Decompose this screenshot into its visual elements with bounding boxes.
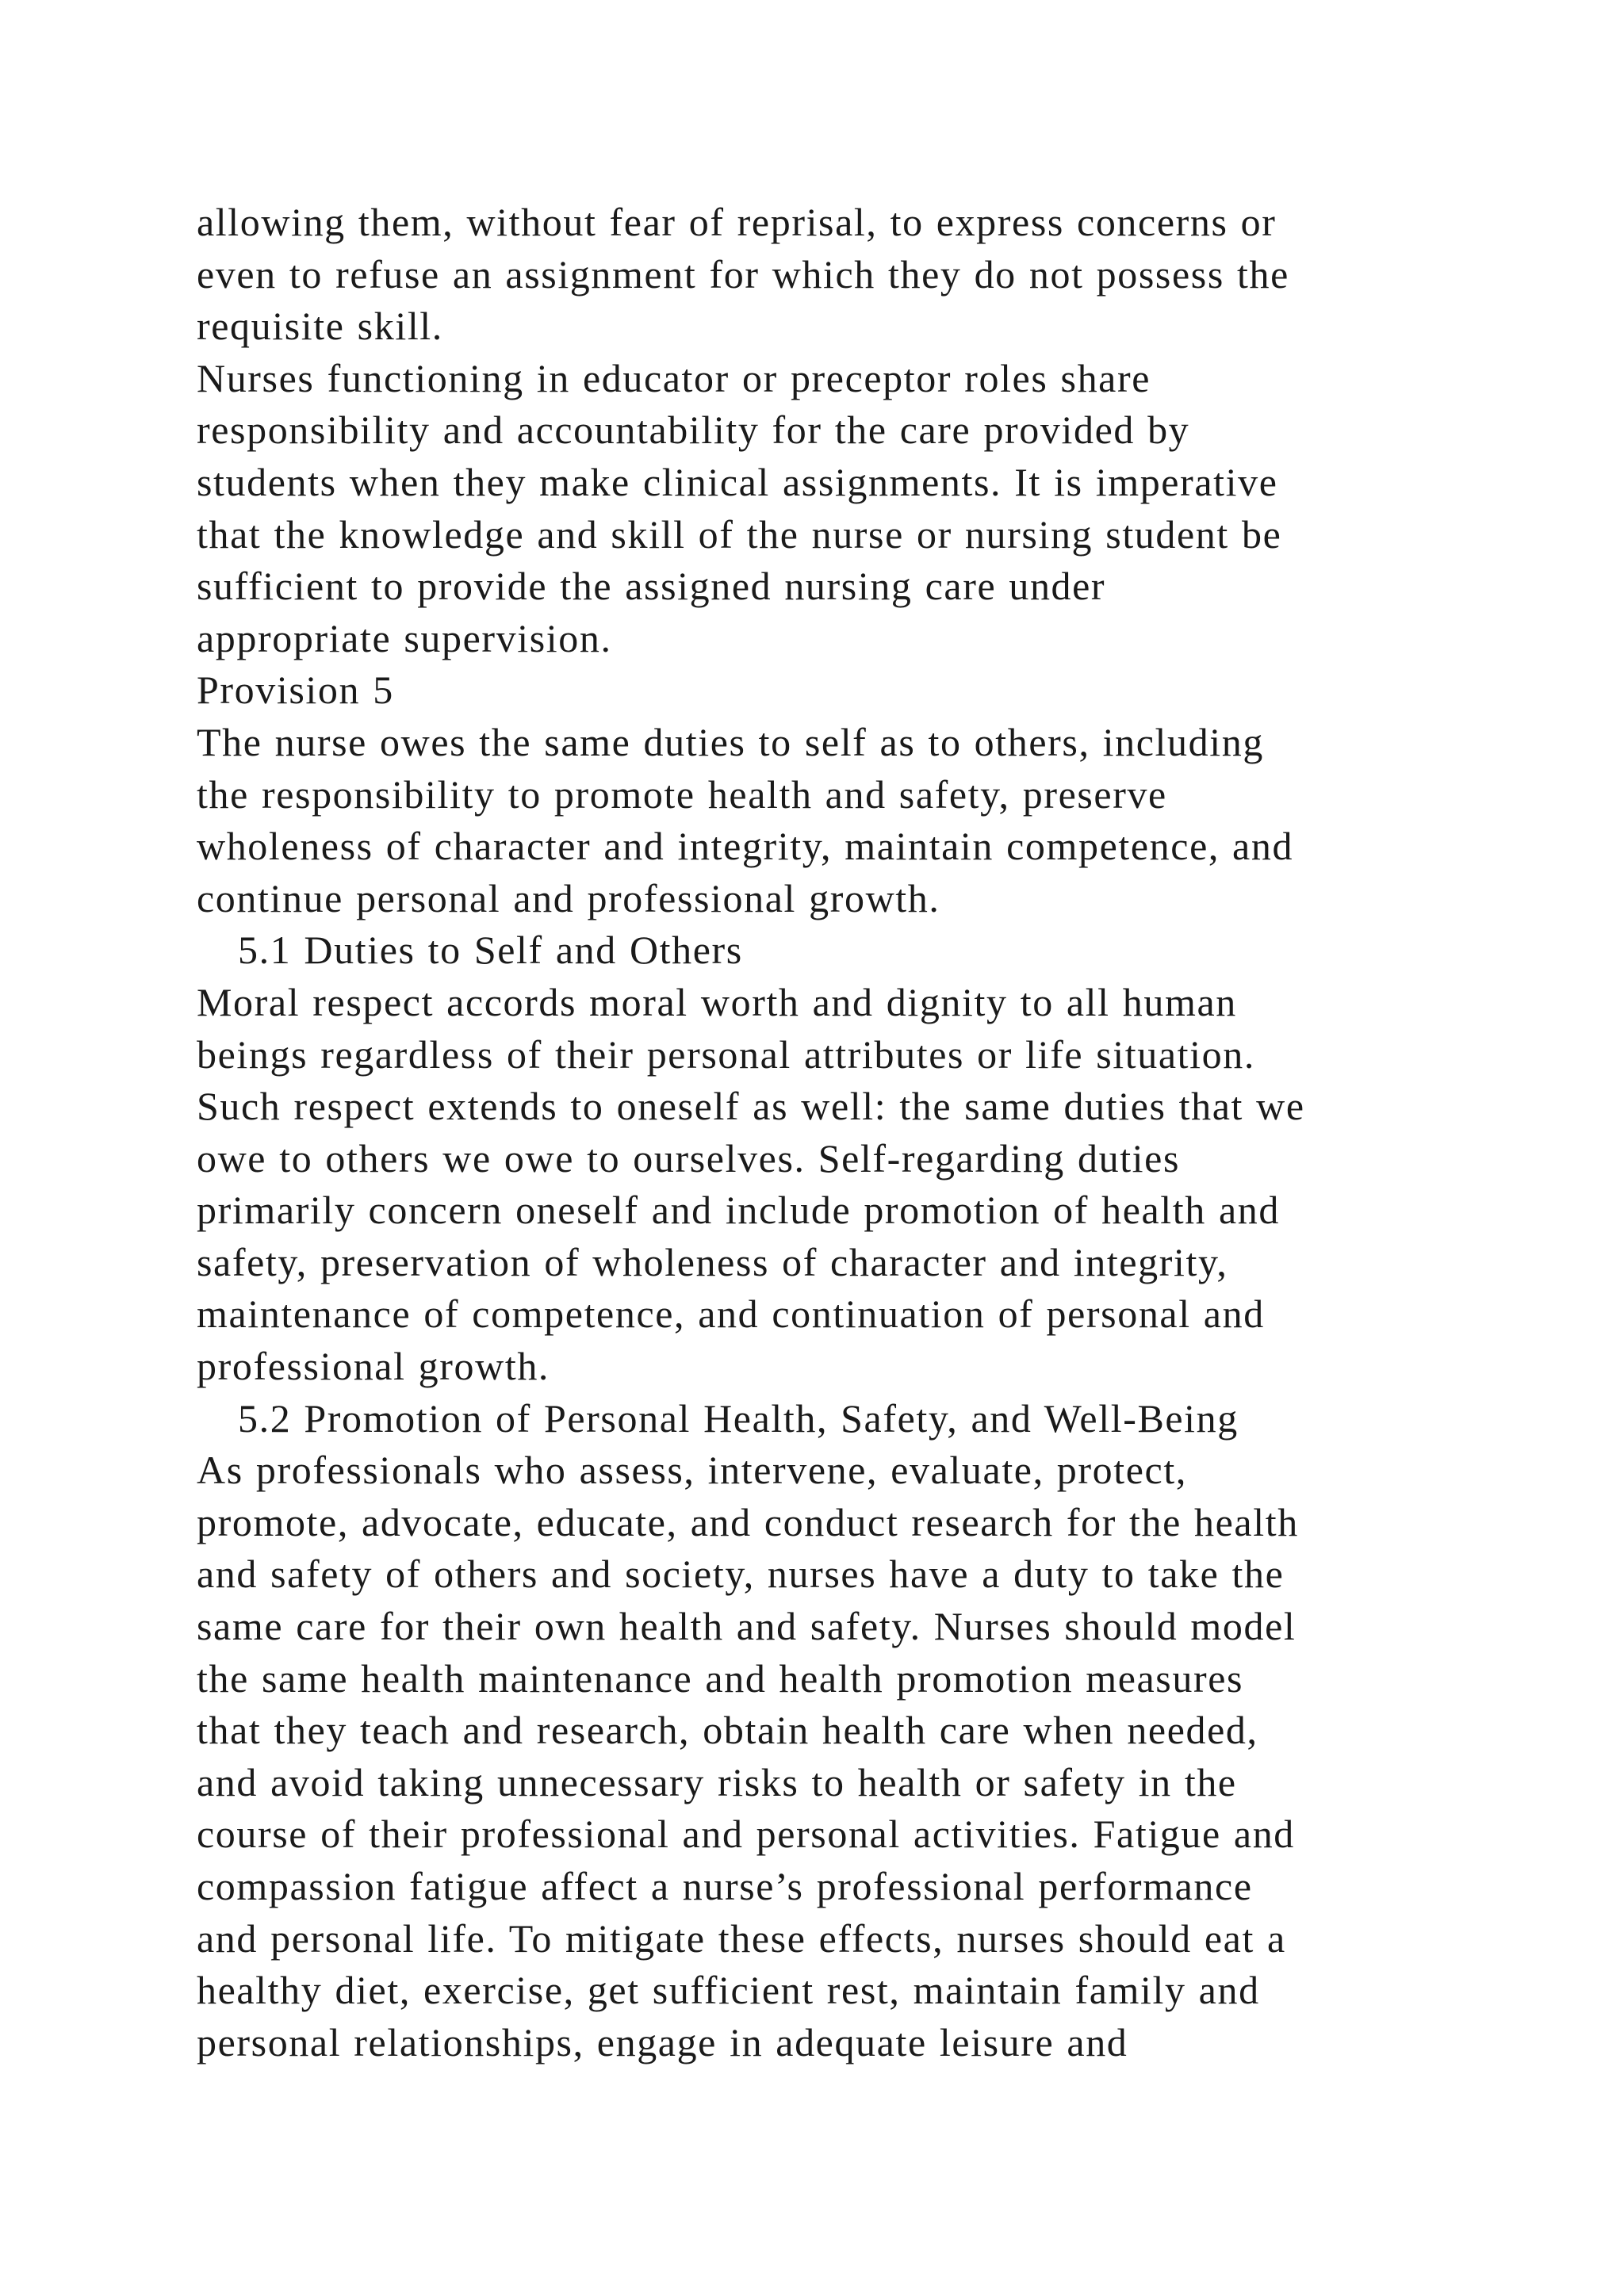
section-heading: 5.1 Duties to Self and Others	[238, 928, 743, 973]
paragraph-line: compassion fatigue affect a nurse’s professional performance	[197, 1864, 1253, 1908]
paragraph-line: owe to others we owe to ourselves. Self-regarding duties	[197, 1135, 1181, 1181]
paragraph-line: students when they make clinical assignments. It is imperative	[197, 459, 1278, 504]
paragraph-line: appropriate supervision.	[197, 615, 612, 660]
paragraph-line: sufficient to provide the assigned nursing care under	[197, 564, 1106, 609]
paragraph-line: and avoid taking unnecessary risks to health or safety in the	[197, 1759, 1237, 1804]
paragraph-line: allowing them, without fear of reprisal, to express concerns or	[197, 200, 1277, 244]
provision-statement-line: continue personal and professional growth.	[197, 875, 940, 920]
paragraph-line: Nurses functioning in educator or preceptor roles share	[197, 355, 1151, 400]
provision-statement-line: The nurse owes the same duties to self as to others, including	[197, 719, 1264, 764]
paragraph-line: and personal life. To mitigate these effects, nurses should eat a	[197, 1915, 1286, 1961]
paragraph-line: even to refuse an assignment for which they do not possess the	[197, 251, 1289, 297]
paragraph-line: promote, advocate, educate, and conduct research for the health	[197, 1499, 1299, 1544]
paragraph-line: same care for their own health and safety. Nurses should model	[197, 1604, 1297, 1649]
paragraph-line: requisite skill.	[197, 304, 443, 349]
provision-statement-line: the responsibility to promote health and safety, preserve	[197, 771, 1167, 817]
paragraph-line: Moral respect accords moral worth and dignity to all human	[197, 979, 1237, 1024]
provision-statement-line: wholeness of character and integrity, maintain competence, and	[197, 824, 1294, 869]
paragraph-line: Such respect extends to oneself as well: the same duties that we	[197, 1084, 1305, 1129]
paragraph-line: maintenance of competence, and continuation of personal and	[197, 1292, 1265, 1337]
paragraph-line: primarily concern oneself and include promotion of health and	[197, 1188, 1280, 1233]
document-body	[197, 197, 1529, 2068]
paragraph-line: that the knowledge and skill of the nurse or nursing student be	[197, 511, 1282, 557]
paragraph-line: healthy diet, exercise, get sufficient rest, maintain family and	[197, 1968, 1260, 2013]
section-heading: 5.2 Promotion of Personal Health, Safety, and Well-Being	[238, 1395, 1239, 1441]
paragraph-line: the same health maintenance and health promotion measures	[197, 1655, 1244, 1701]
paragraph-line: As professionals who assess, intervene, evaluate, protect,	[197, 1448, 1187, 1493]
provision-heading: Provision 5	[197, 668, 394, 713]
paragraph-line: and safety of others and society, nurses have a duty to take the	[197, 1552, 1285, 1597]
paragraph-line: responsibility and accountability for the care provided by	[197, 408, 1190, 453]
paragraph-line: beings regardless of their personal attributes or life situation.	[197, 1031, 1255, 1077]
paragraph-line: professional growth.	[197, 1344, 550, 1389]
paragraph-line: safety, preservation of wholeness of character and integrity,	[197, 1239, 1228, 1284]
paragraph-line: course of their professional and personal activities. Fatigue and	[197, 1812, 1295, 1857]
paragraph-line: personal relationships, engage in adequate leisure and	[197, 2019, 1128, 2064]
paragraph-line: that they teach and research, obtain health care when needed,	[197, 1708, 1258, 1753]
